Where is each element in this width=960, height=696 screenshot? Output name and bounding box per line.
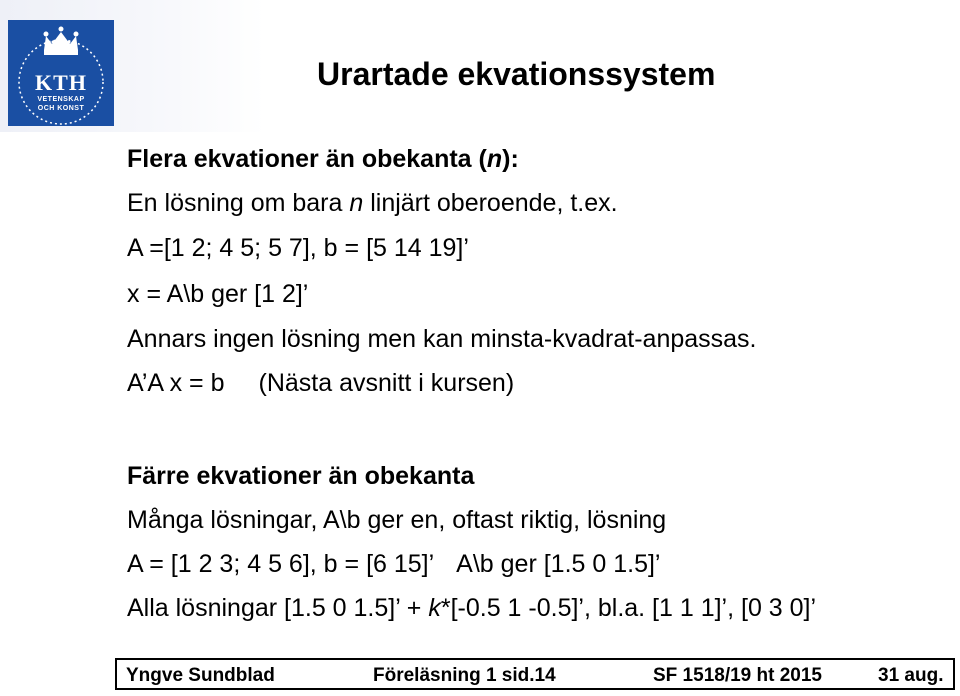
section1-line5: A’A x = b (Nästa avsnitt i kursen) <box>127 369 515 397</box>
footer-lecture: Föreläsning 1 sid.14 <box>373 665 556 686</box>
logo-text: KTH <box>35 70 87 95</box>
section2-line3: Alla lösningar [1.5 0 1.5]’ + k*[-0.5 1 -0.5]’, bl.a. [1 1 1]’, [0 3 0]’ <box>127 594 817 622</box>
section1-line4: Annars ingen lösning men kan minsta-kvadrat-anpassas. <box>127 325 757 353</box>
section1-heading: Flera ekvationer än obekanta (n): <box>127 145 519 173</box>
footer-author: Yngve Sundblad <box>126 665 275 686</box>
logo-subtitle-1: VETENSKAP <box>37 96 85 103</box>
section2-line2: A = [1 2 3; 4 5 6], b = [6 15]’ A\b ger [1.5 0 1.5]’ <box>127 550 661 578</box>
section1-line1: En lösning om bara n linjärt oberoende, t.ex. <box>127 189 618 217</box>
slide-title: Urartade ekvationssystem <box>317 56 716 92</box>
kth-logo <box>8 20 114 126</box>
section1-line2: A =[1 2; 4 5; 5 7], b = [5 14 19]’ <box>127 234 469 262</box>
section2-line1: Många lösningar, A\b ger en, oftast riktig, lösning <box>127 506 667 534</box>
footer-bar <box>115 658 955 690</box>
footer-date: 31 aug. <box>878 665 944 686</box>
section2-heading: Färre ekvationer än obekanta <box>127 462 475 490</box>
section1-line3: x = A\b ger [1 2]’ <box>127 280 309 308</box>
footer-course: SF 1518/19 ht 2015 <box>653 665 822 686</box>
logo-subtitle-2: OCH KONST <box>37 105 85 112</box>
